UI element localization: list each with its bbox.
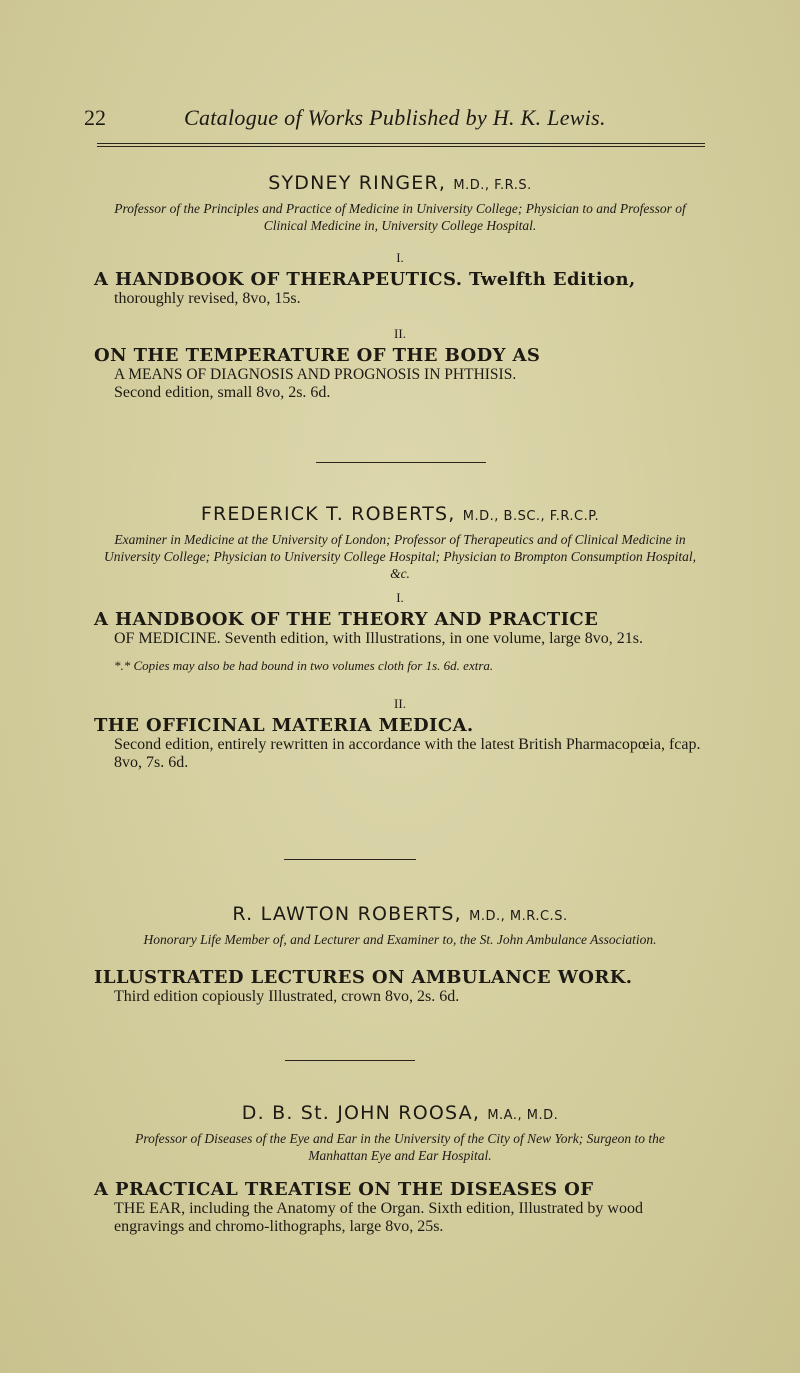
author-name: D. B. St. JOHN ROOSA, xyxy=(241,1102,481,1124)
page-number: 22 xyxy=(84,105,106,130)
entry-roosa xyxy=(94,1102,706,1236)
work-note: *.* Copies may also be had bound in two volumes cloth for 1s. 6d. extra. xyxy=(114,658,494,673)
author-affiliation: Honorary Life Member of, and Lecturer and Examiner to, the St. John Ambulance Association. xyxy=(143,932,657,947)
work-description: OF MEDICINE. Seventh edition, with Illustrations, in one volume, large 8vo, 21s. xyxy=(114,630,643,647)
author-name: R. LAWTON ROBERTS, xyxy=(232,903,462,925)
work-number: I. xyxy=(396,590,404,605)
work-number: II. xyxy=(394,696,406,711)
entry-lawton-roberts xyxy=(94,903,706,1006)
author-degrees: M.A., M.D. xyxy=(487,1108,559,1123)
work-description: thoroughly revised, 8vo, 15s. xyxy=(114,290,301,307)
work-title-text: A HANDBOOK OF THERAPEUTICS. xyxy=(94,269,463,290)
work-description: Second edition, entirely rewritten in accordance with the latest British Pharmacopœia, fcap. 8vo, 7s. 6d. xyxy=(114,736,701,771)
section-divider xyxy=(316,462,486,463)
section-divider xyxy=(284,859,416,860)
work-description: Second edition, small 8vo, 2s. 6d. xyxy=(114,384,331,401)
work-subtitle: A MEANS OF DIAGNOSIS AND PROGNOSIS IN PHTHISIS. xyxy=(114,366,517,383)
author-heading xyxy=(94,1102,706,1124)
header-rule xyxy=(97,146,705,147)
work-number: II. xyxy=(394,326,406,341)
author-name: FREDERICK T. ROBERTS, xyxy=(200,503,456,525)
work-title xyxy=(94,270,706,290)
work-number: I. xyxy=(396,250,404,265)
author-degrees: M.D., F.R.S. xyxy=(453,178,532,193)
author-name: SYDNEY RINGER, xyxy=(268,172,447,194)
work-title: A HANDBOOK OF THE THEORY AND PRACTICE xyxy=(94,609,599,630)
work-title: ON THE TEMPERATURE OF THE BODY AS xyxy=(94,345,541,366)
entry-frederick-roberts xyxy=(94,503,706,772)
work-title: A PRACTICAL TREATISE ON THE DISEASES OF xyxy=(94,1179,594,1200)
author-heading xyxy=(94,903,706,925)
author-affiliation: Professor of the Principles and Practice of Medicine in University College; Physician to and Professor of Clinical Medicine in, University College Hospital. xyxy=(114,201,686,233)
running-title: Catalogue of Works Published by H. K. Lewis. xyxy=(184,105,606,130)
header-rule xyxy=(97,143,705,144)
author-heading xyxy=(94,172,706,194)
entry-sydney-ringer xyxy=(94,172,706,402)
author-heading xyxy=(94,503,706,525)
author-affiliation: Professor of Diseases of the Eye and Ear in the University of the City of New York; Surgeon to the Manhattan Eye and Ear Hospital. xyxy=(135,1131,665,1163)
work-title: THE OFFICINAL MATERIA MEDICA. xyxy=(94,715,474,736)
author-affiliation: Examiner in Medicine at the University of London; Professor of Therapeutics and of Clinical Medicine in University College; Physician to University College Hospital; Physician to Brompton Consumption Hospital, &c. xyxy=(104,532,696,581)
work-title-edition: Twelfth Edition, xyxy=(469,269,636,290)
work-title: ILLUSTRATED LECTURES ON AMBULANCE WORK. xyxy=(94,967,633,988)
author-degrees: M.D., M.R.C.S. xyxy=(469,909,568,924)
author-degrees: M.D., B.SC., F.R.C.P. xyxy=(462,509,600,524)
work-description: THE EAR, including the Anatomy of the Organ. Sixth edition, Illustrated by wood engravings and chromo-lithographs, large 8vo, 25s. xyxy=(114,1200,643,1235)
section-divider xyxy=(285,1060,415,1061)
work-description: Third edition copiously Illustrated, crown 8vo, 2s. 6d. xyxy=(114,988,460,1005)
